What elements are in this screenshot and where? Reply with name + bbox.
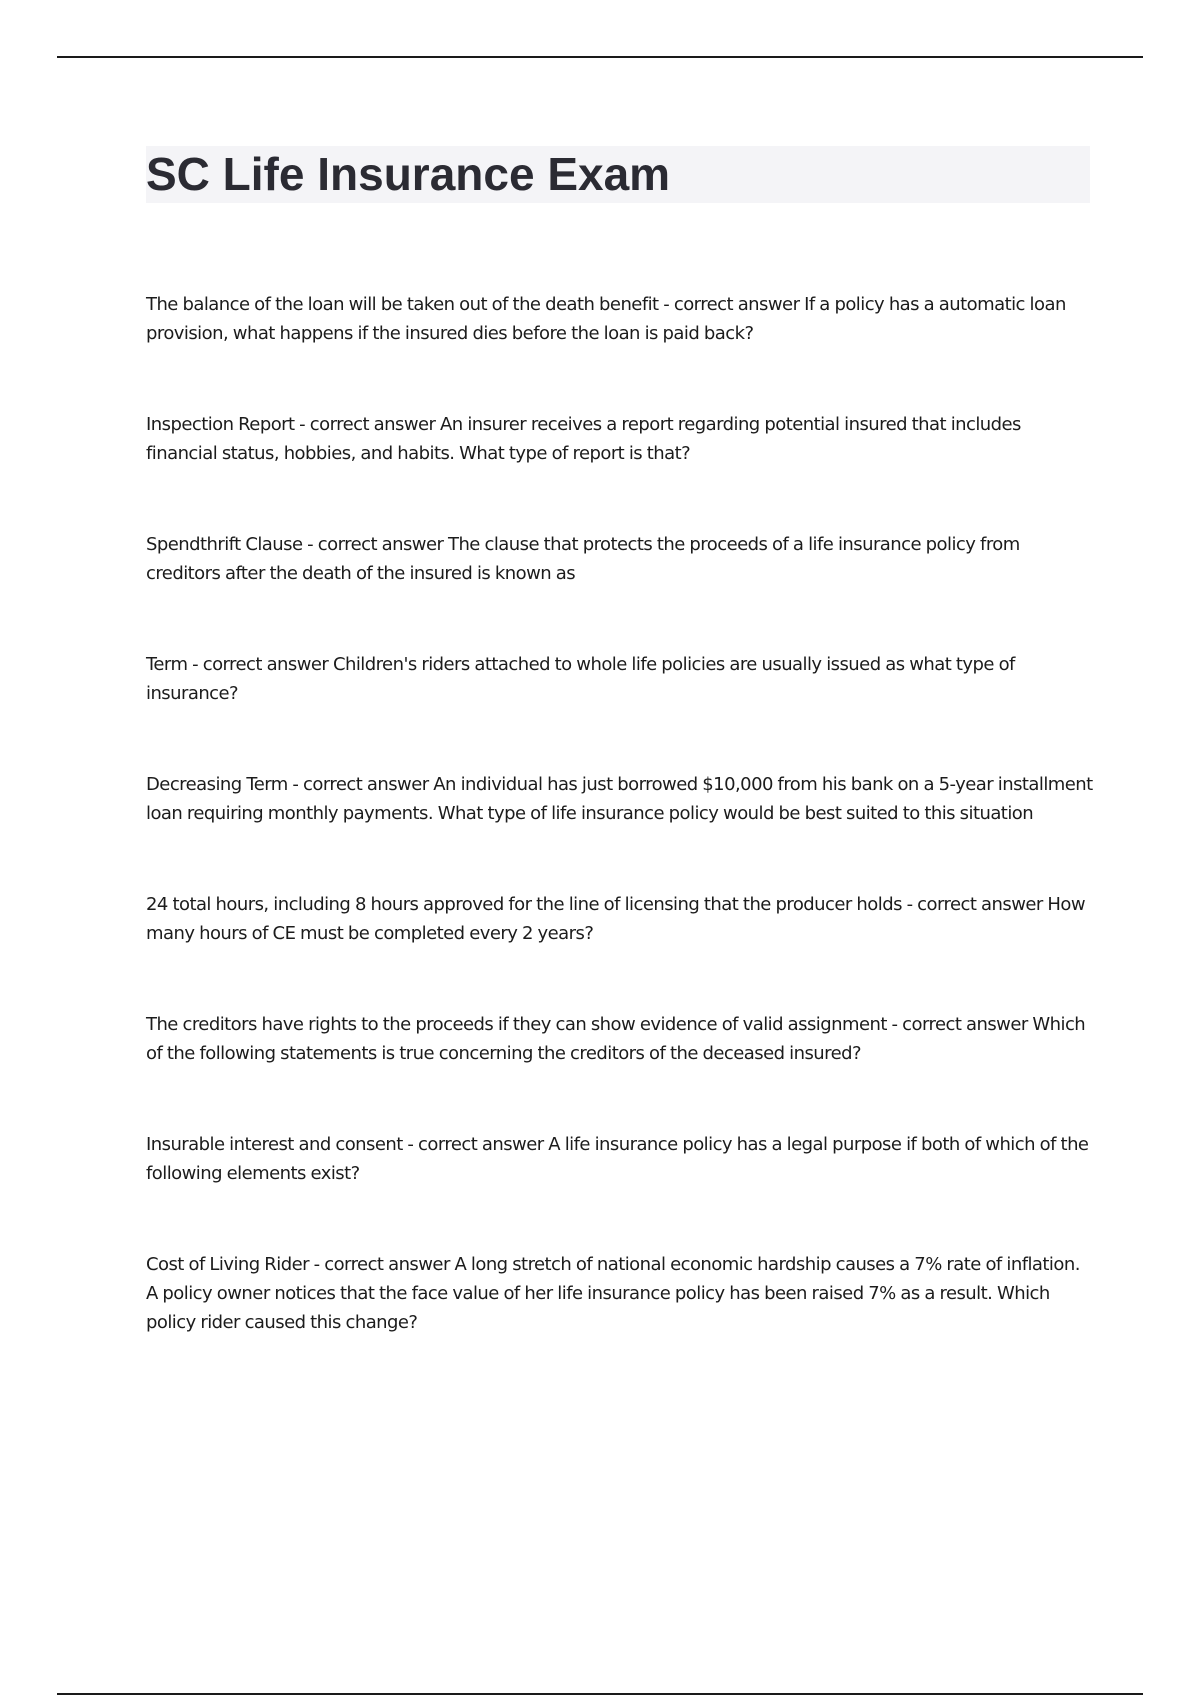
qa-item: The creditors have rights to the proceeds if they can show evidence of valid assignment - correct answer Which of the following statements is true concerning the creditors of the deceased insured? (146, 1014, 1086, 1064)
document-title: SC Life Insurance Exam (146, 148, 671, 200)
qa-item: Insurable interest and consent - correct answer A life insurance policy has a legal purpose if both of which of the following elements exist? (146, 1134, 1089, 1184)
qa-item: Spendthrift Clause - correct answer The clause that protects the proceeds of a life insurance policy from creditors after the death of the insured is known as (146, 534, 1020, 584)
top-divider (57, 56, 1143, 58)
qa-item: Inspection Report - correct answer An insurer receives a report regarding potential insured that includes financial status, hobbies, and habits. What type of report is that? (146, 414, 1021, 464)
qa-item: The balance of the loan will be taken out of the death benefit - correct answer If a policy has a automatic loan provision, what happens if the insured dies before the loan is paid back? (146, 294, 1066, 344)
bottom-divider (57, 1693, 1143, 1695)
qa-list (146, 290, 1096, 1399)
qa-item: Cost of Living Rider - correct answer A long stretch of national economic hardship causes a 7% rate of inflation. A policy owner notices that the face value of her life insurance policy has been raised 7% as a result. Which policy rider caused this change? (146, 1254, 1080, 1333)
qa-item: Decreasing Term - correct answer An individual has just borrowed $10,000 from his bank on a 5-year installment loan requiring monthly payments. What type of life insurance policy would be best suited to this situation (146, 774, 1093, 824)
qa-item: 24 total hours, including 8 hours approved for the line of licensing that the producer holds - correct answer How many hours of CE must be completed every 2 years? (146, 894, 1086, 944)
qa-item: Term - correct answer Children's riders attached to whole life policies are usually issued as what type of insurance? (146, 654, 1015, 704)
